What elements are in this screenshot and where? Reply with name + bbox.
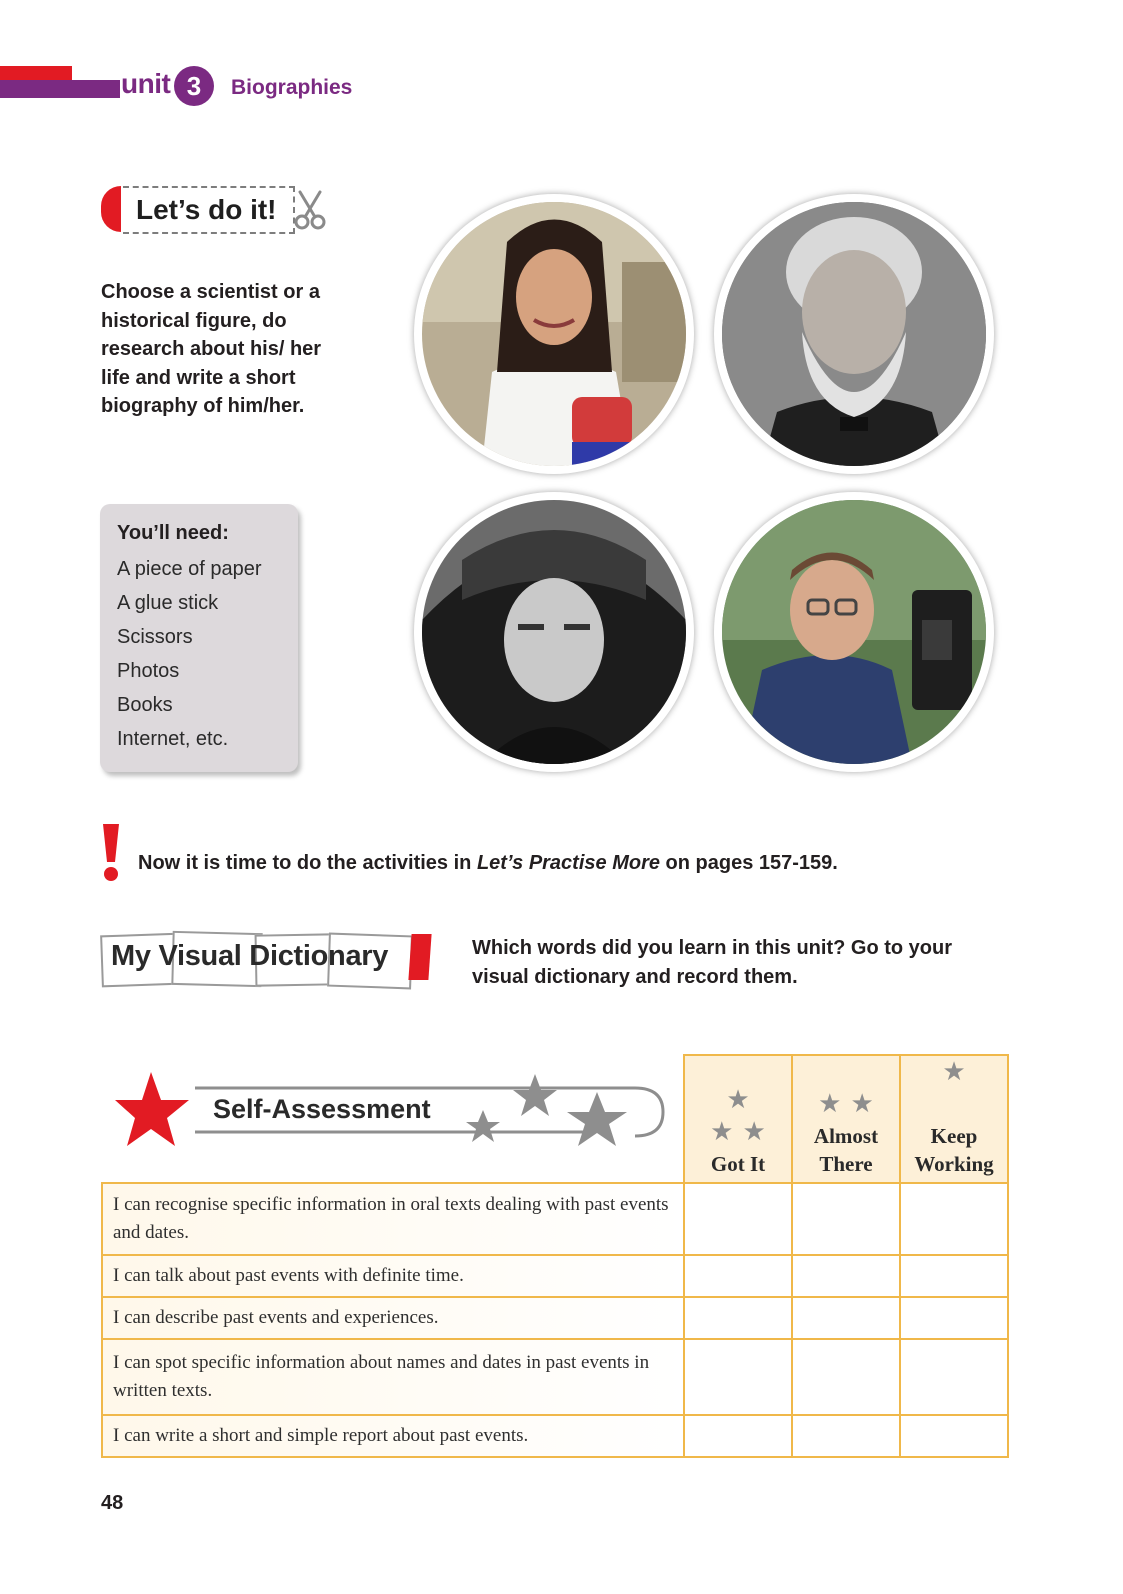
practise-more-note	[138, 852, 838, 875]
visual-dictionary-heading: My Visual Dictionary	[111, 940, 389, 972]
statement-cell: I can recognise specific information in oral texts dealing with past events and dates.	[102, 1183, 684, 1255]
keep-working-checkbox-cell[interactable]	[900, 1297, 1008, 1339]
self-assessment-heading: Self-Assessment	[213, 1094, 431, 1124]
almost-there-checkbox-cell[interactable]	[792, 1183, 900, 1255]
keep-working-checkbox-cell[interactable]	[900, 1255, 1008, 1297]
column-label: Got It	[710, 1152, 766, 1176]
unit-title: Biographies	[231, 76, 353, 99]
table-row	[102, 1297, 1008, 1339]
grey-star-icon	[567, 1092, 627, 1146]
got-it-checkbox-cell[interactable]	[684, 1183, 792, 1255]
visual-dictionary-description: Which words did you learn in this unit? Go to your visual dictionary and record them.	[472, 937, 952, 988]
lets-do-it-marker	[101, 186, 121, 232]
star-icon: ★	[942, 1057, 966, 1087]
star-icon: ★ ★ ★	[710, 1085, 766, 1147]
star-icon: ★ ★	[818, 1089, 874, 1119]
unit-label: unit	[121, 68, 171, 99]
photo-scientist-woman	[414, 194, 694, 474]
header-purple-bar	[0, 80, 120, 98]
statement-cell: I can describe past events and experiences.	[102, 1297, 684, 1339]
scissors-icon	[292, 188, 330, 232]
red-star-icon	[115, 1072, 189, 1146]
column-got-it	[684, 1055, 792, 1183]
page-number: 48	[101, 1492, 124, 1514]
keep-working-checkbox-cell[interactable]	[900, 1415, 1008, 1457]
got-it-checkbox-cell[interactable]	[684, 1255, 792, 1297]
photo-bearded-man-image	[722, 202, 986, 466]
column-almost-there	[792, 1055, 900, 1183]
got-it-checkbox-cell[interactable]	[684, 1415, 792, 1457]
photo-scientist-woman-image	[422, 202, 686, 466]
materials-box	[100, 504, 298, 772]
column-label: Almost There	[813, 1124, 879, 1176]
table-row	[102, 1415, 1008, 1457]
photo-scientist-man-image	[722, 500, 986, 764]
header-red-bar	[0, 66, 72, 80]
materials-item: Photos	[117, 660, 180, 682]
photo-bearded-man	[714, 194, 994, 474]
column-keep-working	[900, 1055, 1008, 1183]
statement-cell: I can write a short and simple report about past events.	[102, 1415, 684, 1457]
keep-working-checkbox-cell[interactable]	[900, 1183, 1008, 1255]
materials-item: A glue stick	[117, 592, 219, 614]
almost-there-checkbox-cell[interactable]	[792, 1297, 900, 1339]
table-row	[102, 1183, 1008, 1255]
materials-item: A piece of paper	[117, 558, 262, 580]
lets-do-it-heading: Let’s do it!	[136, 194, 277, 225]
almost-there-checkbox-cell[interactable]	[792, 1339, 900, 1415]
activity-instructions: Choose a scientist or a historical figure, do research about his/ her life and write a short biography of him/her.	[101, 281, 322, 417]
almost-there-checkbox-cell[interactable]	[792, 1415, 900, 1457]
statement-cell: I can spot specific information about names and dates in past events in written texts.	[102, 1339, 684, 1415]
materials-title: You’ll need:	[117, 522, 229, 544]
photo-scientist-man	[714, 492, 994, 772]
got-it-checkbox-cell[interactable]	[684, 1297, 792, 1339]
unit-number-badge: 3	[174, 66, 214, 106]
materials-item: Books	[117, 694, 173, 716]
column-label: Keep Working	[914, 1124, 994, 1176]
photo-historical-woman-image	[422, 500, 686, 764]
note-text-end: on pages 157-159.	[659, 852, 838, 874]
keep-working-checkbox-cell[interactable]	[900, 1339, 1008, 1415]
exclamation-icon	[100, 824, 122, 882]
got-it-checkbox-cell[interactable]	[684, 1339, 792, 1415]
table-row	[102, 1255, 1008, 1297]
dictionary-red-bar	[408, 934, 431, 980]
note-book-title: Let’s Practise More	[476, 852, 660, 874]
table-row	[102, 1339, 1008, 1415]
materials-item: Scissors	[117, 626, 193, 648]
photo-historical-woman	[414, 492, 694, 772]
statement-cell: I can talk about past events with definite time.	[102, 1255, 684, 1297]
note-text-start: Now it is time to do the activities in	[138, 852, 477, 874]
almost-there-checkbox-cell[interactable]	[792, 1255, 900, 1297]
grey-star-icon	[466, 1110, 500, 1142]
materials-item: Internet, etc.	[117, 728, 229, 750]
grey-star-icon	[513, 1074, 557, 1116]
